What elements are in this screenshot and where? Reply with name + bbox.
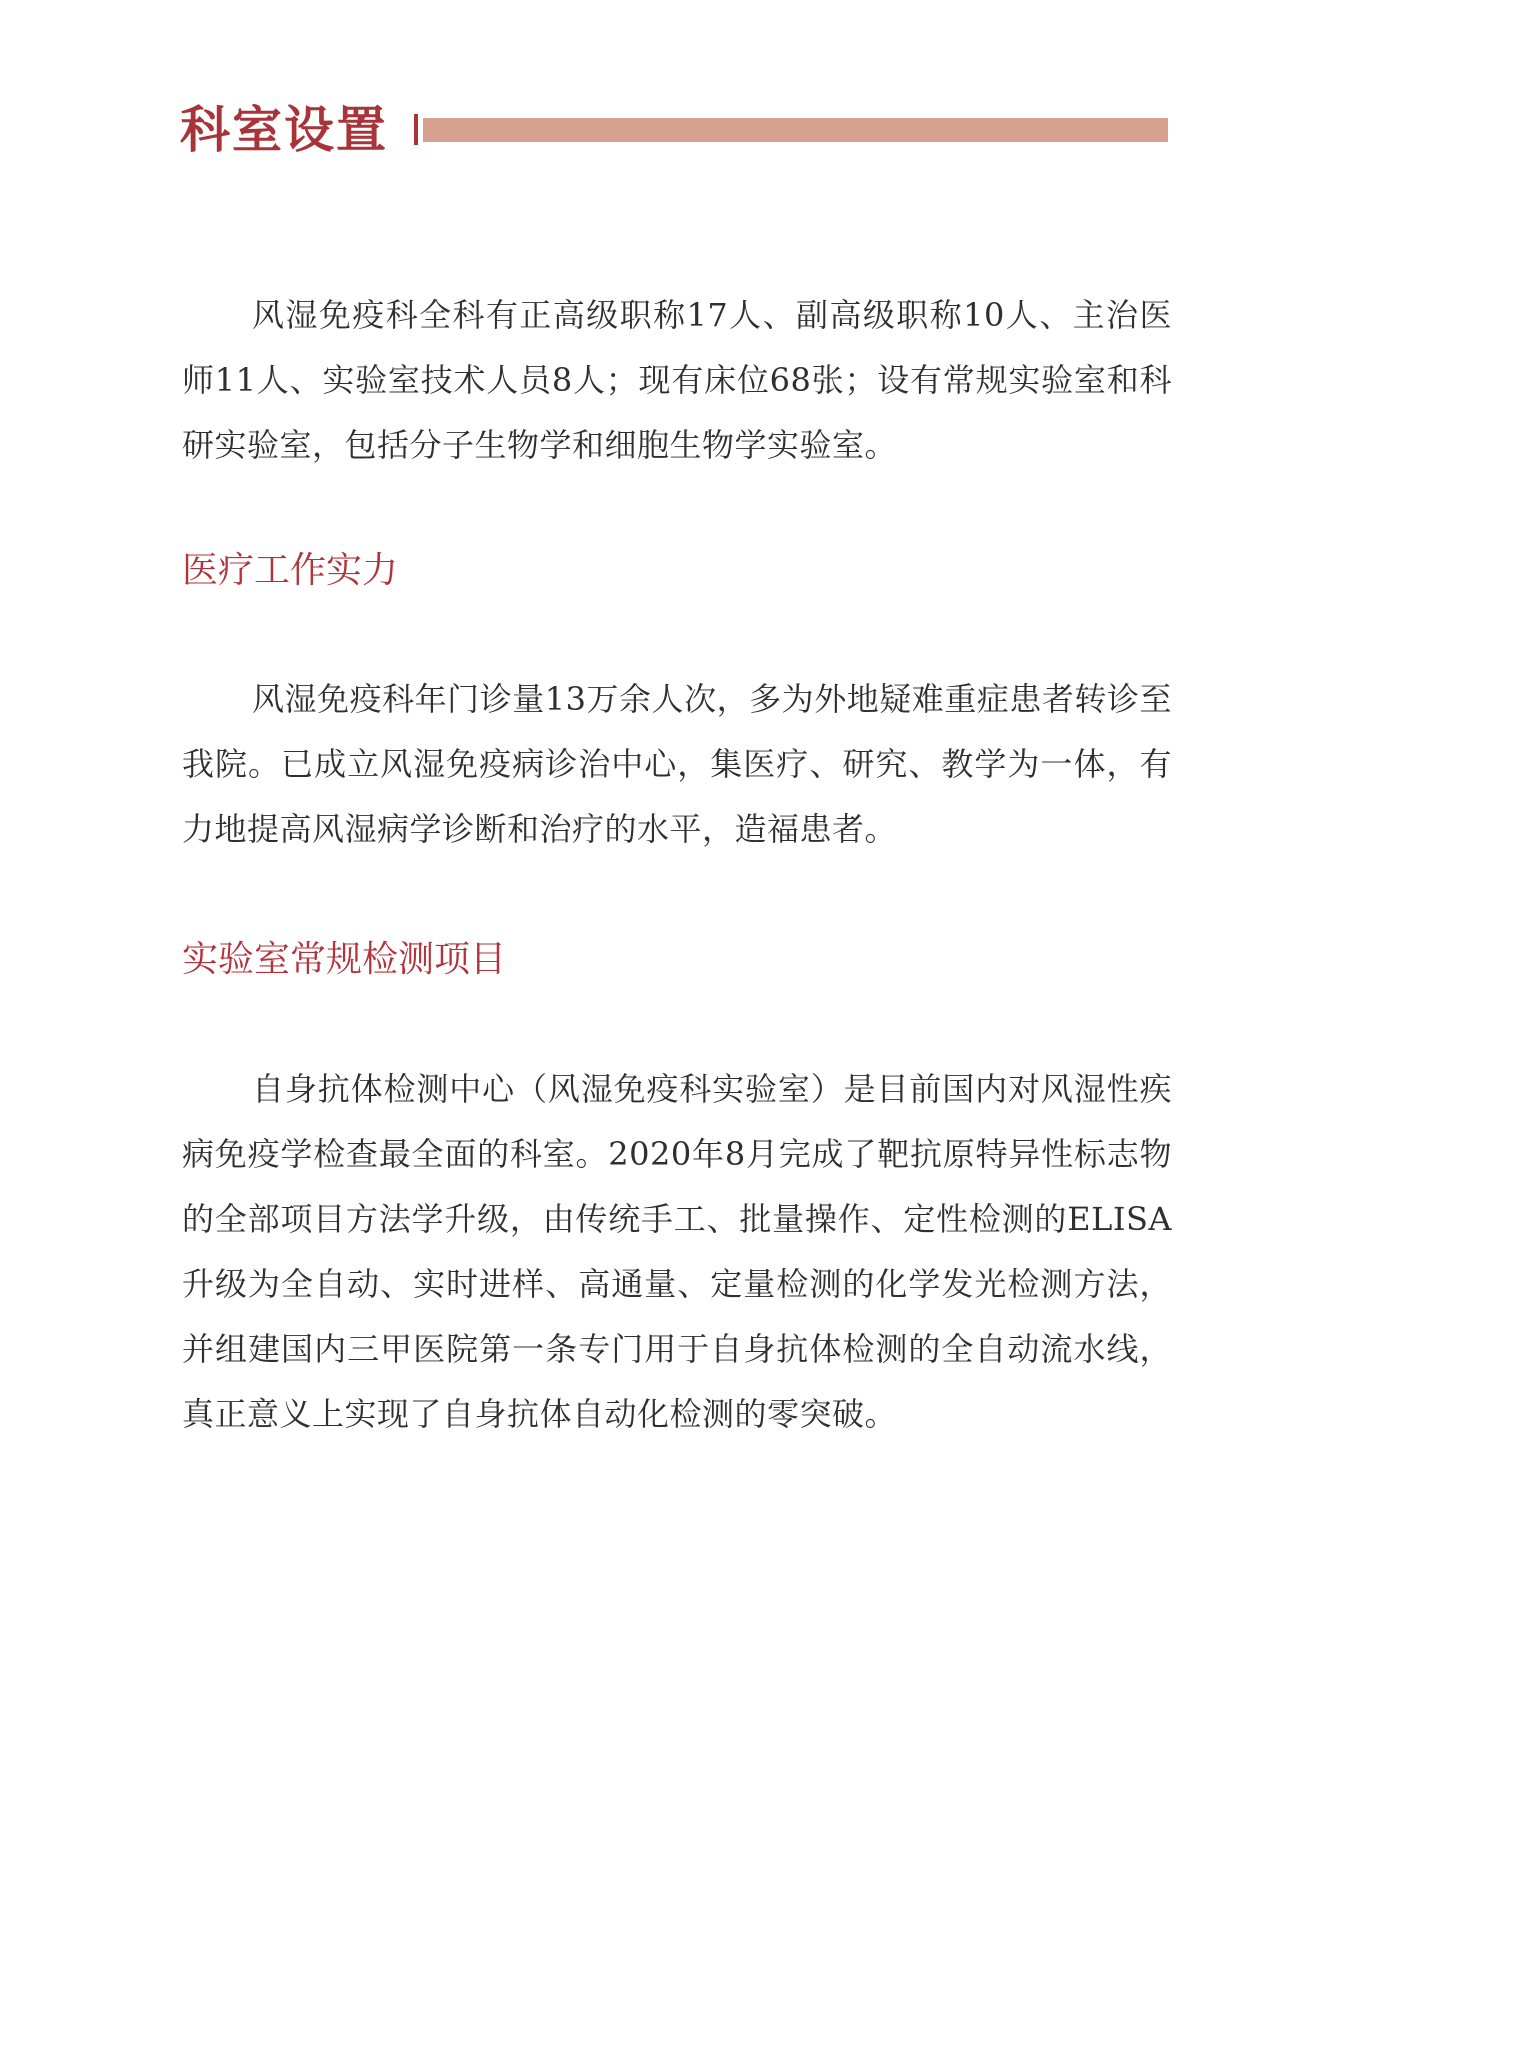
medical-strength-paragraph: 风湿免疫科年门诊量13万余人次，多为外地疑难重症患者转诊至我院。已成立风湿免疫病诊治中心，集医疗、研究、教学为一体，有力地提高风湿病学诊断和治疗的水平，造福患者。 [182, 680, 1172, 848]
section-heading-medical-strength: 医疗工作实力 [182, 550, 399, 591]
lab-tests-paragraph: 自身抗体检测中心（风湿免疫科实验室）是目前国内对风湿性疾病免疫学检查最全面的科室。2020年8月完成了靶抗原特异性标志物的全部项目方法学升级，由传统手工、批量操作、定性检测的ELISA升级为全自动、实时进样、高通量、定量检测的化学发光检测方法，并组建国内三甲医院第一条专门用于自身抗体检测的全自动流水线，真正意义上实现了自身抗体自动化检测的零突破。 [182, 1070, 1172, 1433]
page-title: 科室设置 [180, 100, 388, 159]
title-rule [423, 118, 1168, 142]
section-heading-lab-tests: 实验室常规检测项目 [182, 939, 507, 980]
title-rule-tick [414, 114, 418, 145]
intro-paragraph: 风湿免疫科全科有正高级职称17人、副高级职称10人、主治医师11人、实验室技术人员8人；现有床位68张；设有常规实验室和科研实验室，包括分子生物学和细胞生物学实验室。 [182, 296, 1172, 464]
